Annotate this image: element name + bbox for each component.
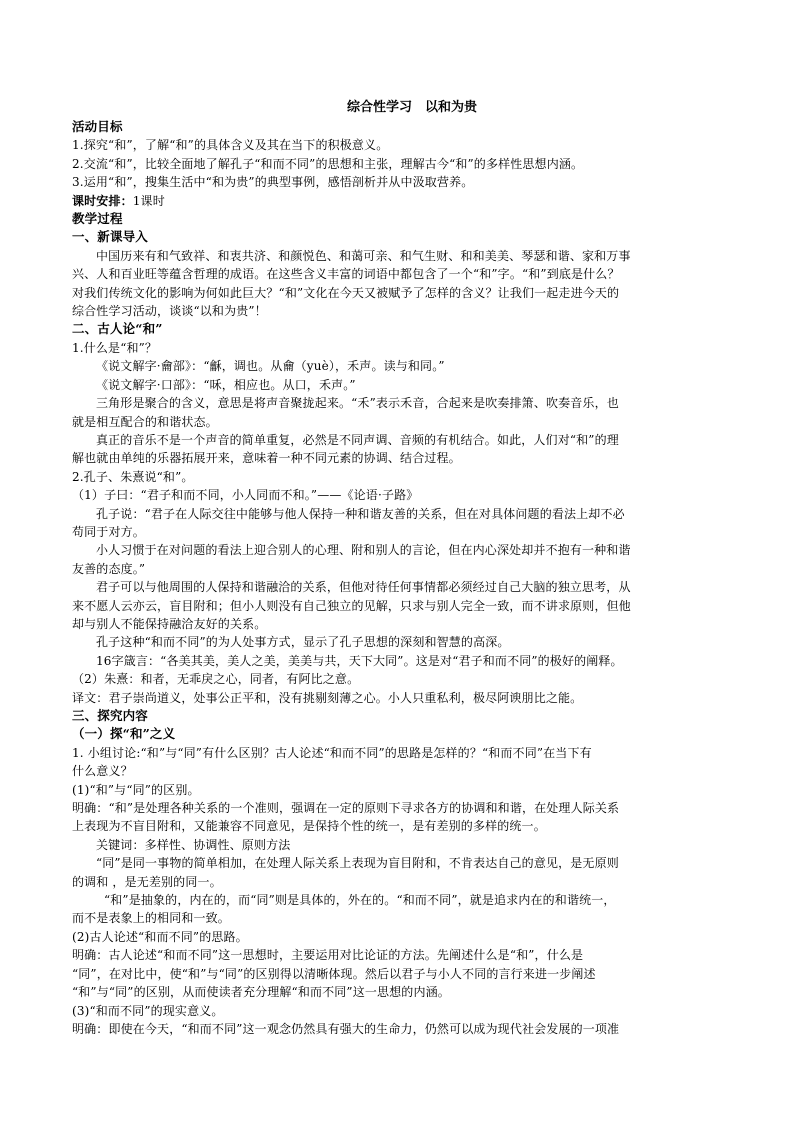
- discussion-question: 1. 小组讨论:“和”与“同”有什么区别？古人论述“和而不同”的思路是怎样的？“和而不同”在当下有: [72, 745, 592, 760]
- answer-line: “和”与“同”的区别，从而使读者充分理解“和而不同”这一思想的内涵。: [72, 985, 450, 1000]
- section3-heading: 三、探究内容: [72, 708, 148, 723]
- goal-item: 3.运用“和”，搜集生活中“和为贵”的典型事例，感悟剖析并从中汲取营养。: [72, 175, 474, 190]
- paragraph-line: 就是相互配合的和谐状态。: [72, 414, 218, 429]
- paragraph-line: 苟同于对方。: [72, 524, 145, 539]
- paragraph-line: 君子可以与他周围的人保持和谐融洽的关系，但他对待任何事情都必须经过自己大脑的独立思考，从: [96, 580, 631, 595]
- paragraph-line: 却与别人不能保持融洽友好的关系。: [72, 616, 267, 631]
- intro-line: 对我们传统文化的影响为何如此巨大？“和”文化在今天又被赋予了怎样的含义？让我们一起走进今天的: [72, 285, 620, 300]
- shuowen-quote: 《说文解字·口部》：“咊，相应也。从口，禾声。”: [96, 377, 356, 392]
- answer-line: 明确：古人论述“和而不同”这一思想时，主要运用对比论证的方法。先阐述什么是“和”，什么是: [72, 948, 584, 963]
- answer-line: 明确：即使在今天，“和而不同”这一观念仍然具有强大的生命力，仍然可以成为现代社会发展的一项准: [72, 1021, 620, 1036]
- schedule-value: 1课时: [132, 193, 165, 208]
- analects-quote: （1）子曰：“君子和而不同，小人同而不和。”——《论语·子路》: [72, 488, 419, 503]
- discussion-question: 什么意义？: [72, 764, 133, 779]
- page-title: 综合性学习 以和为贵: [346, 100, 477, 115]
- paragraph-line: “和”是抽象的，内在的，而“同”则是具体的，外在的。“和而不同”，就是追求内在的和谐统一，: [104, 893, 616, 908]
- goals-heading: 活动目标: [72, 119, 123, 134]
- paragraph-line: 小人习惯于在对问题的看法上迎合别人的心理、附和别人的言论，但在内心深处却并不抱有一种和谐: [96, 543, 631, 558]
- paragraph-line: 三角形是聚合的含义，意思是将声音聚拢起来。“禾”表示禾音，合起来是吹奏排箫、吹奏音乐，也: [96, 396, 619, 411]
- translation-line: 译文：君子崇尚道义，处事公正平和，没有挑剔刻薄之心。小人只重私利，极尽阿谀朋比之能。: [72, 690, 583, 705]
- paragraph-line: 孔子说：“君子在人际交往中能够与他人保持一种和谐友善的关系，但在对具体问题的看法上却不必: [96, 506, 625, 521]
- schedule-label: 课时安排：: [72, 193, 133, 208]
- subsection-heading: （一）探“和”之义: [72, 726, 176, 742]
- intro-line: 兴、人和百业旺等蕴含哲理的成语。在这些含义丰富的词语中都包含了一个“和”字。“和”到底是什么？: [72, 267, 620, 282]
- paragraph-line: 解也就由单纯的乐器拓展开来，意味着一种不同元素的协调、结合过程。: [72, 451, 461, 466]
- paragraph-line: 的调和 ，是无差别的同一。: [72, 874, 222, 889]
- sub-question: (1)“和”与“同”的区别。: [72, 782, 200, 797]
- schedule-line: [72, 192, 724, 210]
- zhuxi-quote: （2）朱熹：和者，无乖戾之心，同者，有阿比之意。: [72, 672, 360, 687]
- goal-item: 1.探究“和”，了解“和”的具体含义及其在当下的积极意义。: [72, 138, 389, 153]
- section1-heading: 一、新课导入: [72, 229, 148, 245]
- intro-line: 综合性学习活动，谈谈“以和为贵”！: [72, 304, 267, 319]
- paragraph-line: 友善的态度。”: [72, 561, 146, 576]
- keywords-line: 关键词：多样性、协调性、原则方法: [96, 837, 291, 852]
- section2-heading: 二、古人论“和”: [72, 321, 163, 337]
- question-kongzi-zhuxi: 2.孔子、朱熹说“和”。: [72, 469, 194, 484]
- paragraph-line: “同”是同一事物的简单相加，在处理人际关系上表现为盲目附和，不肯表达自己的意见，是无原则: [96, 856, 619, 871]
- process-heading: 教学过程: [72, 211, 123, 227]
- answer-line: 上表现为不盲目附和，又能兼容不同意见，是保持个性的统一，是有差别的多样的统一。: [72, 819, 546, 834]
- question-what-is-he: 1.什么是“和”？: [72, 340, 158, 355]
- intro-line: 中国历来有和气致祥、和衷共济、和颜悦色、和蔼可亲、和气生财、和和美美、琴瑟和谐、家和万事: [96, 248, 631, 263]
- paragraph-line: 孔子这种“和而不同”的为人处事方式，显示了孔子思想的深刻和智慧的高深。: [96, 635, 510, 650]
- paragraph-line: 而不是表象上的相同和一致。: [72, 911, 230, 926]
- sub-question: (3)“和而不同”的现实意义。: [72, 1003, 224, 1018]
- shuowen-quote: 《说文解字·龠部》：“龢，调也。从龠（yuè），禾声。读与和同。”: [96, 359, 445, 374]
- answer-line: “同”，在对比中，使“和”与“同”的区别得以清晰体现。然后以君子与小人不同的言行来进一步阐述: [72, 966, 596, 981]
- answer-line: 明确：“和”是处理各种关系的一个准则，强调在一定的原则下寻求各方的协调和和谐，在处理人际关系: [72, 801, 620, 816]
- goal-item: 2.交流“和”，比较全面地了解孔子“和而不同”的思想和主张，理解古今“和”的多样性思想内涵。: [72, 156, 584, 171]
- paragraph-line: 16字箴言：“各美其美，美人之美，美美与共，天下大同”。这是对“君子和而不同”的极好的阐释。: [96, 653, 623, 668]
- paragraph-line: 真正的音乐不是一个声音的简单重复，必然是不同声调、音频的有机结合。如此，人们对“和”的理: [96, 432, 619, 447]
- document-page: [72, 98, 724, 1038]
- paragraph-line: 来不愿人云亦云，盲目附和；但小人则没有自己独立的见解，只求与别人完全一致，而不讲求原则，但他: [72, 598, 631, 613]
- sub-question: (2)古人论述“和而不同”的思路。: [72, 929, 248, 944]
